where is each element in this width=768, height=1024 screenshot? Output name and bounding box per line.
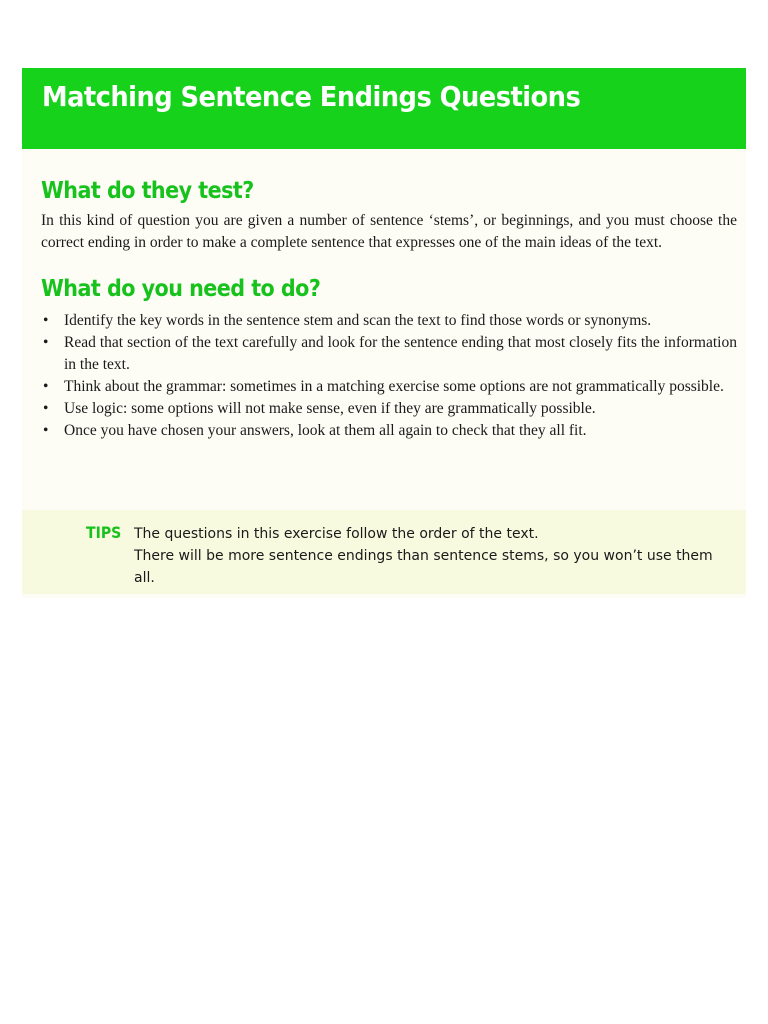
title-banner xyxy=(22,68,746,149)
list-item xyxy=(41,332,737,376)
list-item-text: Once you have chosen your answers, look at them all again to check that they all fit. xyxy=(64,422,587,439)
list-item-text: Identify the key words in the sentence stem and scan the text to find those words or synonyms. xyxy=(64,312,652,329)
bullet-icon: • xyxy=(43,422,49,439)
list-item xyxy=(41,420,737,442)
bullet-icon: • xyxy=(43,400,49,417)
content-area xyxy=(41,176,737,442)
list-item-text: Think about the grammar: sometimes in a matching exercise some options are not grammatically possible. xyxy=(64,378,724,395)
list-item xyxy=(41,310,737,332)
list-item-text: Use logic: some options will not make sense, even if they are grammatically possible. xyxy=(64,400,596,417)
page-title: Matching Sentence Endings Questions xyxy=(42,80,581,113)
list-item xyxy=(41,398,737,420)
info-card xyxy=(22,68,746,598)
list-item-text: Read that section of the text carefully and look for the sentence ending that most closely fits the information in the text. xyxy=(64,334,737,373)
tips-label: TIPS xyxy=(86,523,122,542)
tips-text xyxy=(134,523,724,589)
bullet-icon: • xyxy=(43,334,49,351)
tips-line: There will be more sentence endings than sentence stems, so you won’t use them all. xyxy=(134,548,713,586)
bullet-icon: • xyxy=(43,378,49,395)
tips-line: The questions in this exercise follow the order of the text. xyxy=(134,526,539,542)
section-body-what-do-they-test: In this kind of question you are given a number of sentence ‘stems’, or beginnings, and you must choose the correct ending in order to make a complete sentence that expresses one of the main ideas of the text. xyxy=(41,212,737,251)
bullet-icon: • xyxy=(43,312,49,329)
instruction-list xyxy=(41,310,737,442)
tips-box xyxy=(22,510,746,594)
section-heading-what-do-they-test: What do they test? xyxy=(41,178,254,204)
list-item xyxy=(41,376,737,398)
section-heading-what-do-you-need-to-do: What do you need to do? xyxy=(41,276,321,302)
